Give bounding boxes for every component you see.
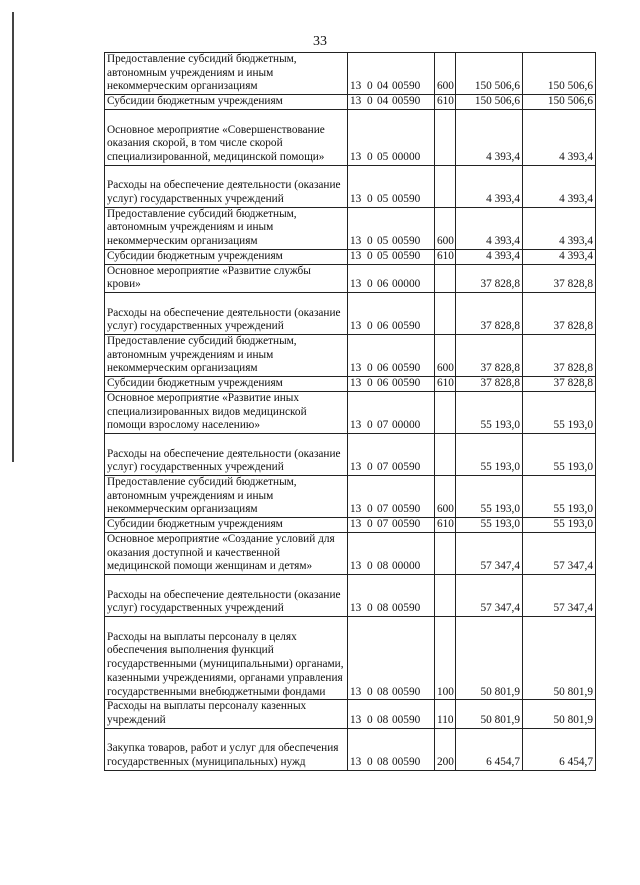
row-name: Расходы на выплаты персоналу казенных учреждений (105, 700, 348, 728)
row-value-1: 4 393,4 (456, 207, 523, 249)
code-direction: 00590 (392, 80, 421, 93)
row-expense-type: 200 (435, 728, 456, 770)
code-subprogram: 0 (367, 602, 373, 615)
row-name: Субсидии бюджетным учреждениям (105, 95, 348, 110)
code-program: 13 (350, 419, 362, 432)
code-direction: 00590 (392, 602, 421, 615)
row-value-2: 150 506,6 (523, 95, 596, 110)
row-code (348, 700, 435, 728)
row-value-1: 55 193,0 (456, 391, 523, 433)
row-name: Субсидии бюджетным учреждениям (105, 377, 348, 392)
row-name: Предоставление субсидий бюджетным, автономным учреждениям и иным некоммерческим организациям (105, 335, 348, 377)
row-name: Предоставление субсидий бюджетным, автономным учреждениям и иным некоммерческим организациям (105, 207, 348, 249)
budget-table-body (105, 53, 596, 771)
table-row (105, 264, 596, 292)
row-value-1: 6 454,7 (456, 728, 523, 770)
code-event: 04 (377, 80, 389, 93)
row-code (348, 532, 435, 574)
row-value-1: 57 347,4 (456, 532, 523, 574)
code-program: 13 (350, 713, 362, 726)
code-event: 05 (377, 249, 389, 262)
code-event: 06 (377, 320, 389, 333)
code-subprogram: 0 (367, 503, 373, 516)
code-event: 08 (377, 713, 389, 726)
table-row (105, 518, 596, 533)
table-row (105, 335, 596, 377)
row-name: Расходы на обеспечение деятельности (оказание услуг) государственных учреждений (105, 574, 348, 616)
table-row (105, 476, 596, 518)
row-expense-type (435, 109, 456, 165)
row-value-2: 4 393,4 (523, 249, 596, 264)
code-event: 06 (377, 377, 389, 390)
row-code (348, 574, 435, 616)
row-name: Предоставление субсидий бюджетным, автономным учреждениям и иным некоммерческим организациям (105, 53, 348, 95)
row-expense-type: 110 (435, 700, 456, 728)
code-event: 08 (377, 602, 389, 615)
row-name: Субсидии бюджетным учреждениям (105, 518, 348, 533)
code-subprogram: 0 (367, 95, 373, 108)
row-value-2: 150 506,6 (523, 53, 596, 95)
row-value-1: 50 801,9 (456, 617, 523, 700)
row-expense-type: 610 (435, 377, 456, 392)
row-value-1: 4 393,4 (456, 165, 523, 207)
code-subprogram: 0 (367, 235, 373, 248)
code-event: 08 (377, 756, 389, 769)
code-direction: 00590 (392, 377, 421, 390)
row-value-2: 4 393,4 (523, 165, 596, 207)
code-subprogram: 0 (367, 193, 373, 205)
row-value-1: 50 801,9 (456, 700, 523, 728)
row-expense-type (435, 165, 456, 207)
code-direction: 00000 (392, 278, 421, 291)
row-code (348, 53, 435, 95)
row-name: Расходы на обеспечение деятельности (оказание услуг) государственных учреждений (105, 433, 348, 475)
code-direction: 00590 (392, 320, 421, 333)
code-event: 05 (377, 150, 389, 163)
row-code (348, 433, 435, 475)
row-value-2: 55 193,0 (523, 476, 596, 518)
code-event: 07 (377, 461, 389, 474)
code-program: 13 (350, 756, 362, 769)
row-value-2: 57 347,4 (523, 574, 596, 616)
row-name: Основное мероприятие «Совершенствование оказания скорой, в том числе скорой специализированной, медицинской помощи» (105, 109, 348, 165)
code-direction: 00000 (392, 560, 421, 573)
table-row (105, 95, 596, 110)
code-direction: 00590 (392, 249, 421, 262)
code-direction: 00000 (392, 419, 421, 432)
row-value-1: 37 828,8 (456, 292, 523, 334)
code-direction: 00590 (392, 518, 421, 531)
code-subprogram: 0 (367, 362, 373, 375)
table-row (105, 532, 596, 574)
table-row (105, 207, 596, 249)
row-value-2: 55 193,0 (523, 518, 596, 533)
row-value-2: 50 801,9 (523, 700, 596, 728)
binding-margin-line (12, 12, 14, 462)
row-expense-type (435, 292, 456, 334)
row-value-2: 37 828,8 (523, 335, 596, 377)
code-subprogram: 0 (367, 685, 373, 698)
table-row (105, 165, 596, 207)
row-value-2: 57 347,4 (523, 532, 596, 574)
row-value-1: 37 828,8 (456, 264, 523, 292)
row-value-1: 55 193,0 (456, 433, 523, 475)
row-value-2: 50 801,9 (523, 617, 596, 700)
row-name: Предоставление субсидий бюджетным, автономным учреждениям и иным некоммерческим организациям (105, 476, 348, 518)
table-row (105, 700, 596, 728)
code-program: 13 (350, 150, 362, 163)
budget-table (104, 52, 596, 771)
table-row (105, 249, 596, 264)
row-value-2: 55 193,0 (523, 433, 596, 475)
row-code (348, 207, 435, 249)
row-expense-type: 610 (435, 95, 456, 110)
row-code (348, 109, 435, 165)
row-value-2: 6 454,7 (523, 728, 596, 770)
code-direction: 00590 (392, 95, 421, 108)
row-expense-type (435, 264, 456, 292)
code-event: 05 (377, 235, 389, 248)
code-subprogram: 0 (367, 278, 373, 291)
table-row (105, 391, 596, 433)
code-program: 13 (350, 461, 362, 474)
code-event: 06 (377, 278, 389, 291)
code-subprogram: 0 (367, 713, 373, 726)
row-expense-type: 600 (435, 476, 456, 518)
row-expense-type: 600 (435, 53, 456, 95)
table-row (105, 109, 596, 165)
code-subprogram: 0 (367, 249, 373, 262)
code-direction: 00590 (392, 503, 421, 516)
code-direction: 00590 (392, 235, 421, 248)
table-row (105, 574, 596, 616)
row-code (348, 292, 435, 334)
page-number: 33 (313, 34, 327, 49)
table-row (105, 53, 596, 95)
row-expense-type: 610 (435, 249, 456, 264)
code-subprogram: 0 (367, 518, 373, 531)
code-subprogram: 0 (367, 150, 373, 163)
row-value-2: 37 828,8 (523, 264, 596, 292)
table-row (105, 377, 596, 392)
code-program: 13 (350, 320, 362, 333)
code-event: 08 (377, 685, 389, 698)
row-code (348, 518, 435, 533)
code-event: 04 (377, 95, 389, 108)
code-event: 08 (377, 560, 389, 573)
row-expense-type: 610 (435, 518, 456, 533)
row-expense-type (435, 532, 456, 574)
code-direction: 00590 (392, 713, 421, 726)
code-program: 13 (350, 560, 362, 573)
table-row (105, 433, 596, 475)
table-row (105, 617, 596, 700)
row-code (348, 95, 435, 110)
row-expense-type: 600 (435, 335, 456, 377)
table-row (105, 292, 596, 334)
code-program: 13 (350, 518, 362, 531)
row-value-2: 37 828,8 (523, 377, 596, 392)
code-direction: 00590 (392, 685, 421, 698)
row-value-2: 4 393,4 (523, 109, 596, 165)
row-name: Основное мероприятие «Развитие иных специализированных видов медицинской помощи взрослому населению» (105, 391, 348, 433)
row-name: Расходы на обеспечение деятельности (оказание услуг) государственных учреждений (105, 292, 348, 334)
code-event: 05 (377, 193, 389, 205)
code-program: 13 (350, 193, 362, 205)
row-name: Субсидии бюджетным учреждениям (105, 249, 348, 264)
row-code (348, 264, 435, 292)
row-value-1: 150 506,6 (456, 53, 523, 95)
code-program: 13 (350, 503, 362, 516)
code-direction: 00590 (392, 362, 421, 375)
code-program: 13 (350, 602, 362, 615)
code-subprogram: 0 (367, 320, 373, 333)
code-program: 13 (350, 95, 362, 108)
row-expense-type (435, 391, 456, 433)
code-program: 13 (350, 235, 362, 248)
code-program: 13 (350, 278, 362, 291)
row-value-1: 4 393,4 (456, 249, 523, 264)
code-subprogram: 0 (367, 560, 373, 573)
row-code (348, 617, 435, 700)
row-expense-type: 100 (435, 617, 456, 700)
code-program: 13 (350, 249, 362, 262)
row-value-1: 150 506,6 (456, 95, 523, 110)
code-program: 13 (350, 377, 362, 390)
row-name: Расходы на обеспечение деятельности (оказание услуг) государственных учреждений (105, 165, 348, 207)
row-value-2: 37 828,8 (523, 292, 596, 334)
code-direction: 00590 (392, 756, 421, 769)
row-code (348, 728, 435, 770)
row-code (348, 391, 435, 433)
row-value-1: 55 193,0 (456, 518, 523, 533)
row-value-1: 4 393,4 (456, 109, 523, 165)
row-code (348, 335, 435, 377)
row-code (348, 476, 435, 518)
row-value-1: 55 193,0 (456, 476, 523, 518)
row-value-1: 37 828,8 (456, 335, 523, 377)
code-direction: 00000 (392, 150, 421, 163)
code-subprogram: 0 (367, 419, 373, 432)
row-code (348, 249, 435, 264)
row-expense-type (435, 433, 456, 475)
code-direction: 00590 (392, 193, 421, 205)
row-value-1: 57 347,4 (456, 574, 523, 616)
row-code (348, 377, 435, 392)
row-value-2: 4 393,4 (523, 207, 596, 249)
code-event: 06 (377, 362, 389, 375)
row-name: Основное мероприятие «Развитие службы крови» (105, 264, 348, 292)
row-name: Расходы на выплаты персоналу в целях обеспечения выполнения функций государственными (муниципальными) органами, казенными учреждениями, органами управления государственными внебюджетными фондами (105, 617, 348, 700)
row-value-2: 55 193,0 (523, 391, 596, 433)
code-program: 13 (350, 685, 362, 698)
row-expense-type: 600 (435, 207, 456, 249)
row-expense-type (435, 574, 456, 616)
code-program: 13 (350, 80, 362, 93)
row-value-1: 37 828,8 (456, 377, 523, 392)
table-row (105, 728, 596, 770)
row-name: Основное мероприятие «Создание условий для оказания доступной и качественной медицинской помощи женщинам и детям» (105, 532, 348, 574)
code-event: 07 (377, 419, 389, 432)
code-program: 13 (350, 362, 362, 375)
code-direction: 00590 (392, 461, 421, 474)
code-event: 07 (377, 503, 389, 516)
code-subprogram: 0 (367, 461, 373, 474)
code-subprogram: 0 (367, 756, 373, 769)
code-subprogram: 0 (367, 377, 373, 390)
row-name: Закупка товаров, работ и услуг для обеспечения государственных (муниципальных) нужд (105, 728, 348, 770)
code-subprogram: 0 (367, 80, 373, 93)
row-code (348, 165, 435, 207)
code-event: 07 (377, 518, 389, 531)
